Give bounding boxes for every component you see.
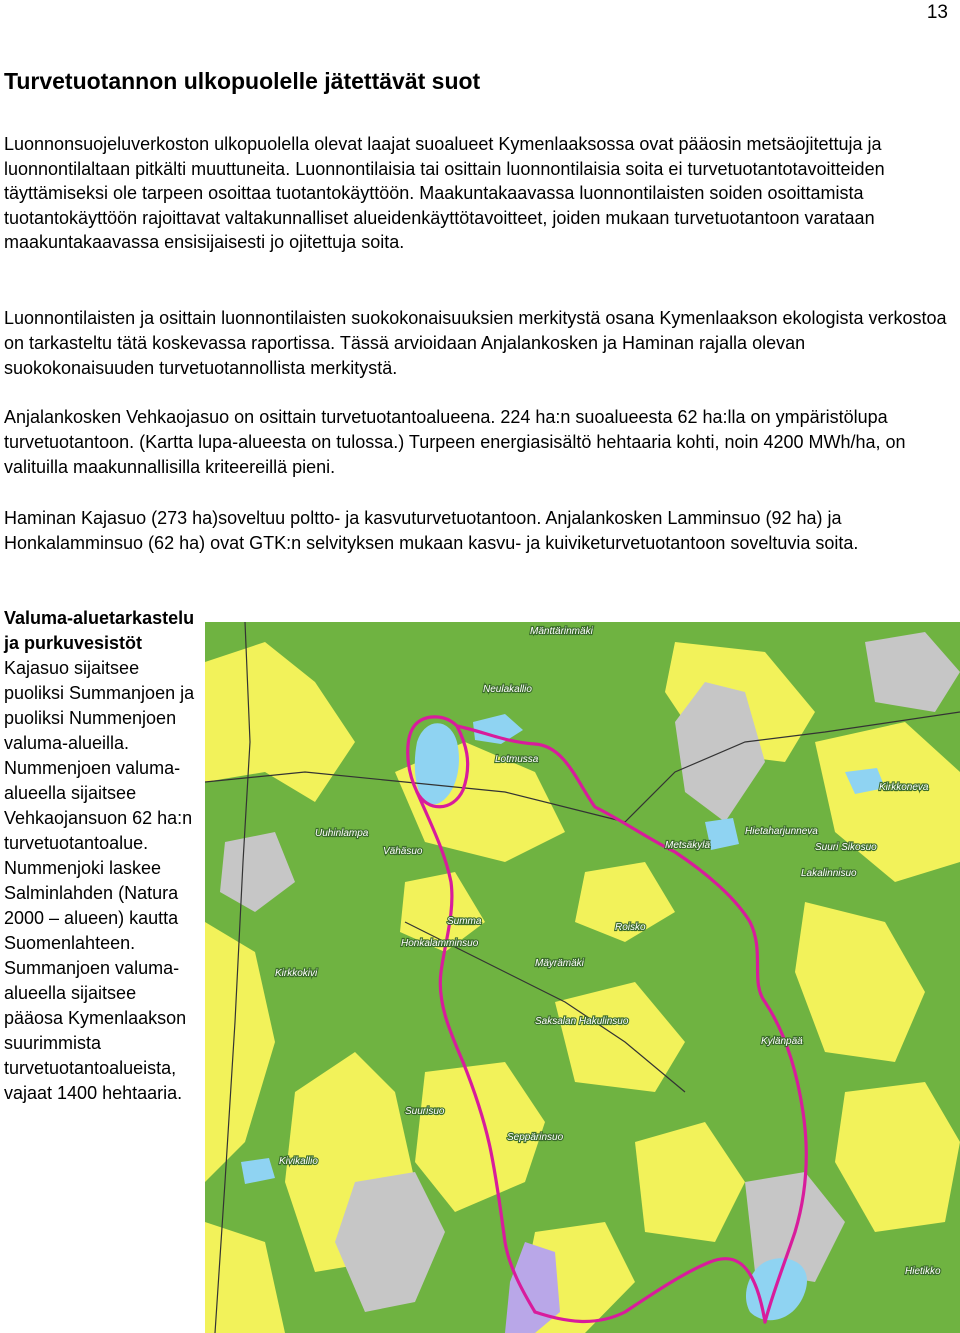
- sidebar-body: Kajasuo sijaitsee puoliksi Summanjoen ja puoliksi Nummenjoen valuma-alueilla. Nummenjoen valuma-alueella sijaitsee Vehkaojansuon 62 ha:n turvetuotantoalue. Nummenjoki laskee Salminlahden (Natura 2000 – alueen) kautta Suomenlahteen. Summanjoen valuma-alueella sijaitsee pääosa Kymenlaakson suurimmista turvetuotantoalueista, vajaat 1400 hehtaaria.: [4, 658, 195, 1103]
- place-label-17: Suurisuo: [405, 1106, 445, 1117]
- place-label-11: Honkalamminsuo: [401, 938, 479, 949]
- place-label-4: Hietaharjunneva: [745, 826, 818, 837]
- place-label-0: Mänttärinmäki: [530, 626, 593, 637]
- sidebar-text-column: [4, 606, 199, 1106]
- catchment-map: [205, 622, 960, 1333]
- place-label-15: Saksalan Hakulinsuo: [535, 1016, 629, 1027]
- place-label-1: Neulakallio: [483, 684, 532, 695]
- place-label-13: Mäyrämäki: [535, 958, 584, 969]
- place-label-18: Seppärinsuo: [507, 1132, 564, 1143]
- place-label-6: Suuri Sikosuo: [815, 842, 877, 853]
- page-number: 13: [926, 2, 948, 23]
- paragraph-3: Anjalankosken Vehkaojasuo on osittain turvetuotantoalueena. 224 ha:n suoalueesta 62 ha:lla on ympäristölupa turvetuotantoon. (Kartta lupa-alueesta on tulossa.) Turpeen energiasisältö hehtaaria kohti, noin 4200 MWh/ha, on valituilla maakunnallisilla kriteereillä pieni.: [4, 407, 906, 477]
- place-label-20: Hietikko: [905, 1266, 941, 1277]
- place-label-12: Roisko: [615, 922, 646, 933]
- paragraph-4: Haminan Kajasuo (273 ha)soveltuu poltto- ja kasvuturvetuotantoon. Anjalankosken Lamminsuo (92 ha) ja Honkalamminsuo (62 ha) ovat GTK:n selvityksen mukaan kasvu- ja kuiviketurvetuotantoon soveltuvia soita.: [4, 508, 859, 553]
- place-label-3: Kirkkoneva: [879, 782, 929, 793]
- place-label-16: Kylänpää: [761, 1036, 803, 1047]
- place-label-2: Lotmussa: [495, 754, 539, 765]
- page-heading: Turvetuotannon ulkopuolelle jätettävät suot: [4, 68, 481, 94]
- place-label-19: Kivikallio: [279, 1156, 318, 1167]
- place-label-14: Kirkkokivi: [275, 968, 318, 979]
- place-label-5: Metsäkylä: [665, 840, 711, 851]
- map-svg: [205, 622, 960, 1333]
- paragraph-2: Luonnontilaisten ja osittain luonnontilaisten suokokonaisuuksien merkitystä osana Kymenlaakson ekologista verkostoa on tarkasteltu tätä koskevassa raportissa. Tässä arvioidaan Anjalankosken ja Haminan rajalla olevan suokokonaisuuden turvetuotannollista merkitystä.: [4, 308, 947, 378]
- sidebar-title: Valuma-aluetarkastelu ja purkuvesistöt: [4, 608, 195, 653]
- place-label-7: Lakalinnisuo: [801, 868, 857, 879]
- paragraph-1: Luonnonsuojeluverkoston ulkopuolella olevat laajat suoalueet Kymenlaaksossa ovat pääosin metsäojitettuja ja luonnontilaltaan pitkälti muuttuneita. Luonnontilaisia tai osittain luonnontilaisia soita ei turvetuotantotavoitteiden täyttämiseksi ole tarpeen osoittaa tuotantokäyttöön. Maakuntakaavassa luonnontilaisten soiden osoittamista tuotantokäyttöön rajoittavat valtakunnalliset alueidenkäyttötavoitteet, joiden mukaan turvetuotantoon varataan maakuntakaavassa ensisijaisesti jo ojitettuja soita.: [4, 134, 885, 253]
- place-label-10: Summa: [447, 916, 482, 927]
- place-label-8: Uuhinlampa: [315, 828, 369, 839]
- place-label-9: Vähäsuo: [383, 846, 423, 857]
